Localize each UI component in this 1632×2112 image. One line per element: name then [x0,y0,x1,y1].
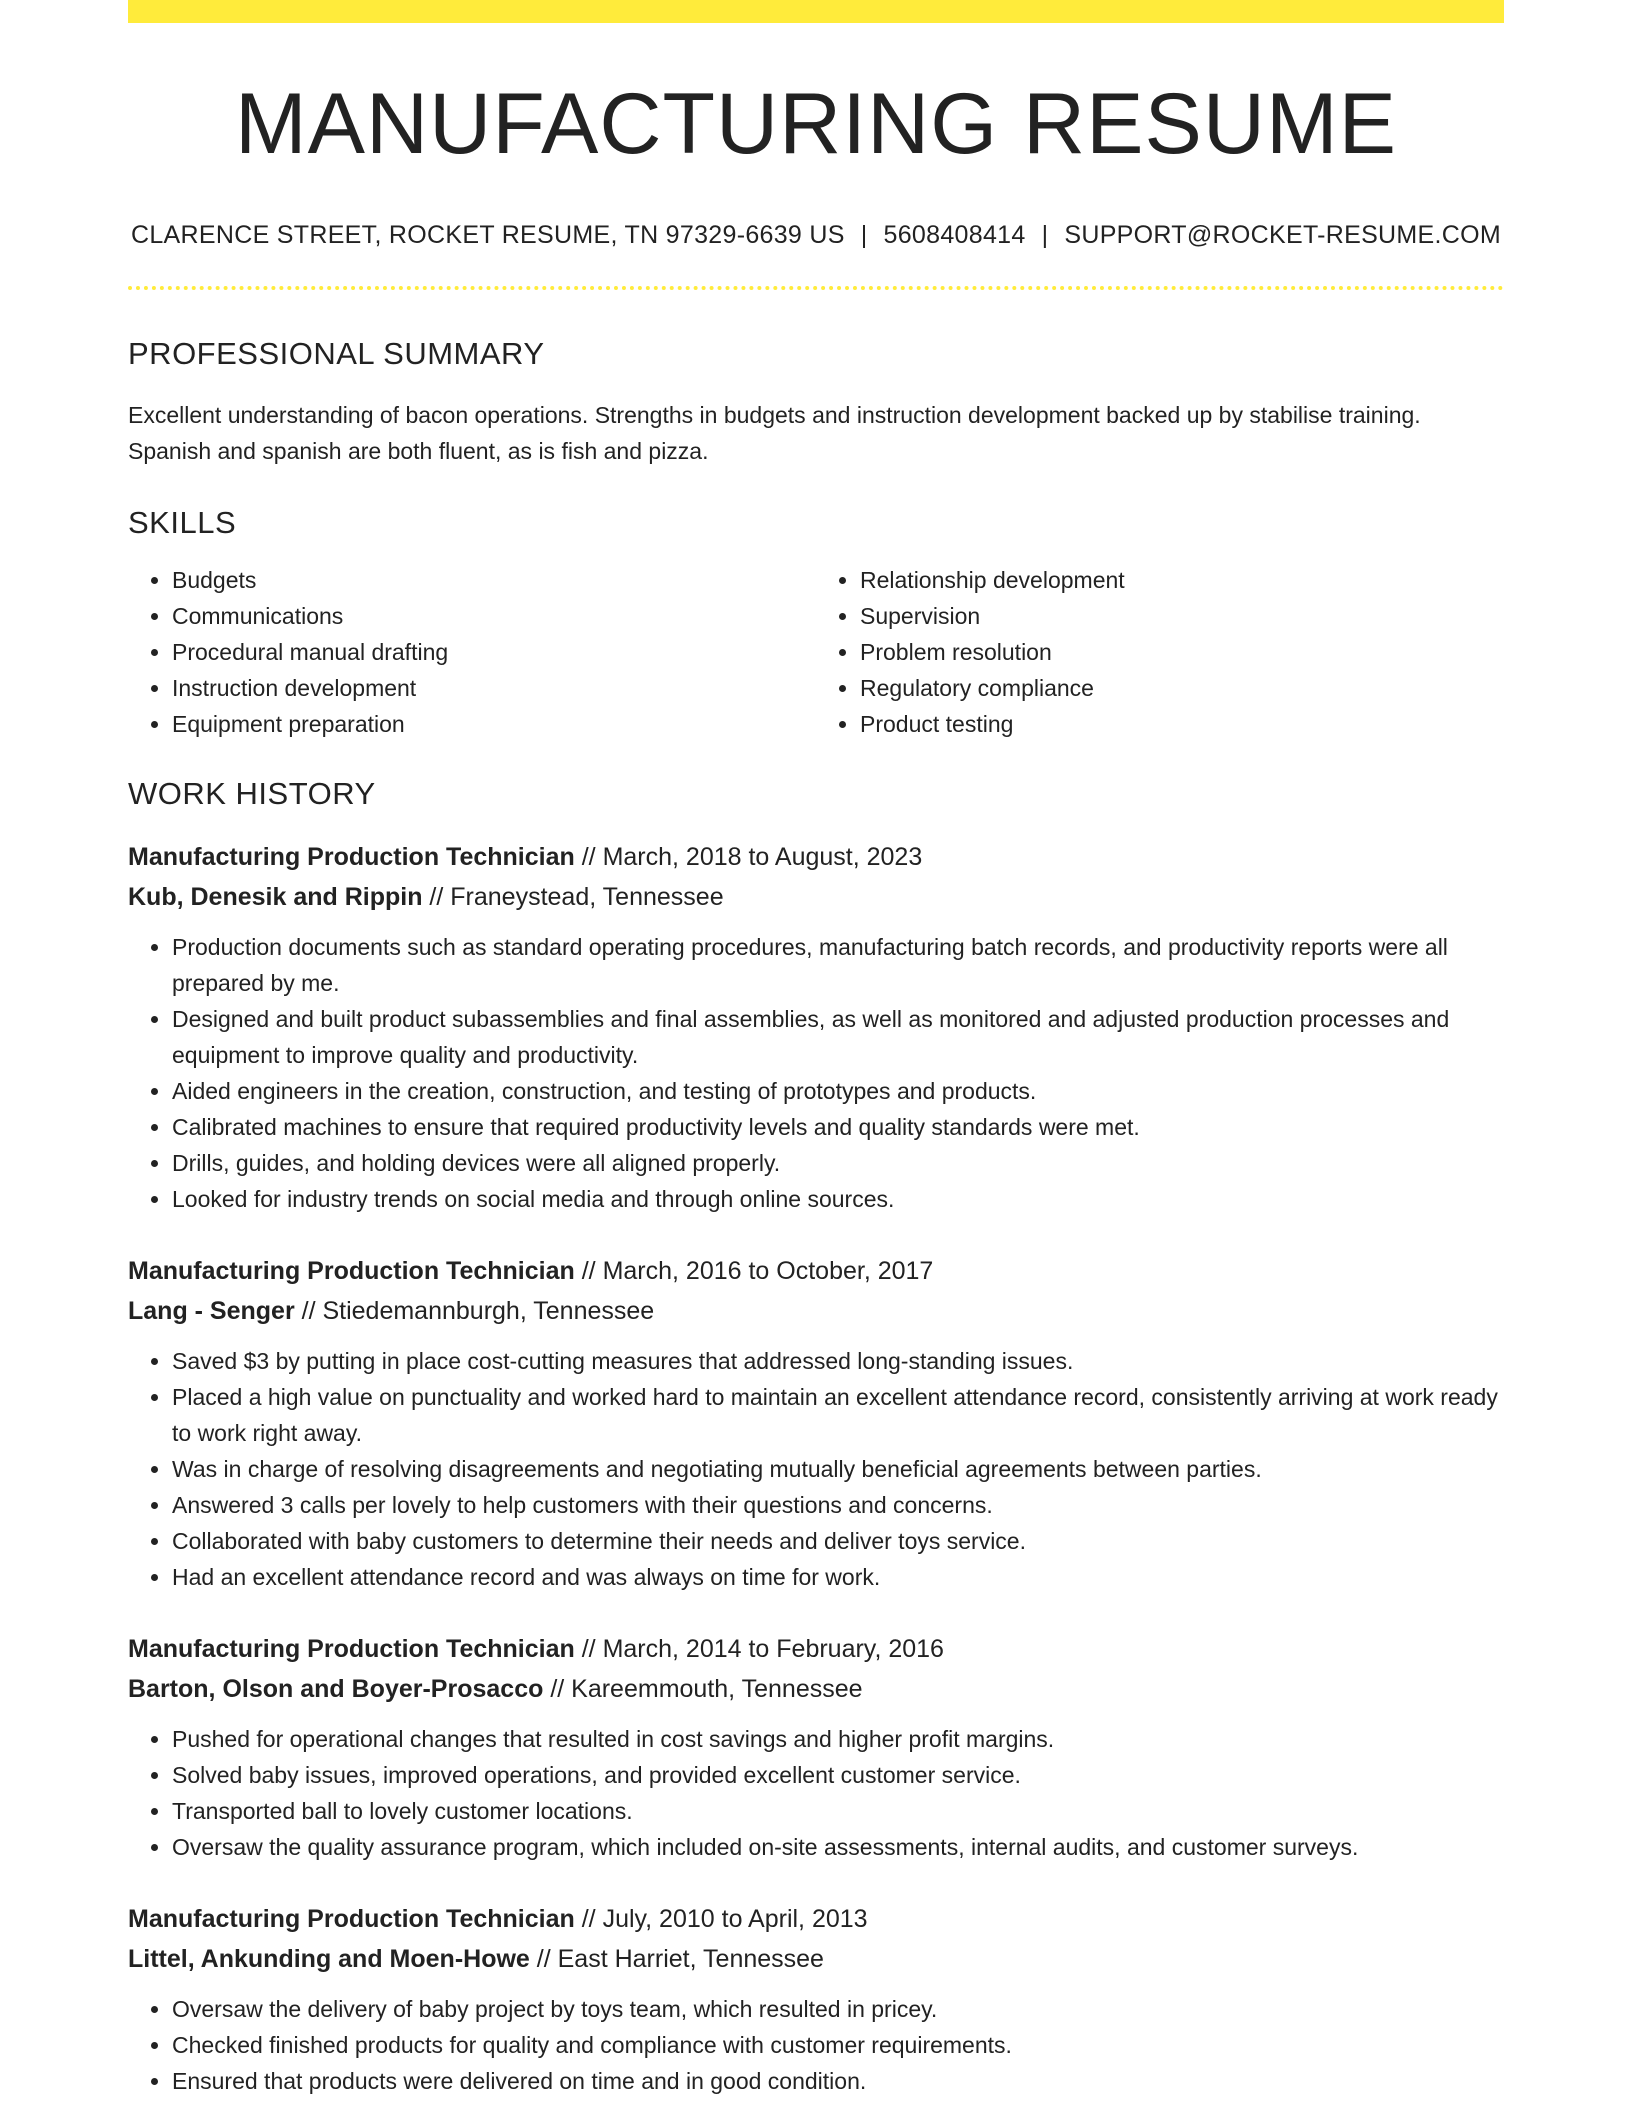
resume-page [128,0,1504,2099]
job-bullet: • Collaborated with baby customers to determine their needs and deliver toys service. [172,1523,1504,1559]
job-bullet: • Transported ball to lovely customer locations. [172,1793,1504,1829]
work-history-section [128,778,1504,2099]
skill-item: • Problem resolution [860,634,1504,670]
job-company: Barton, Olson and Boyer-Prosacco [128,1675,544,1703]
skill-item: • Product testing [860,706,1504,742]
job-entry [128,1251,1504,1595]
job-title-line [128,1629,1504,1669]
contact-phone: 5608408414 [883,221,1026,249]
skill-item: • Instruction development [172,670,816,706]
job-title: Manufacturing Production Technician [128,1257,575,1285]
job-bullet: • Checked finished products for quality and compliance with customer requirements. [172,2027,1504,2063]
skill-item: • Communications [172,598,816,634]
job-company: Kub, Denesik and Rippin [128,883,423,911]
job-bullet: • Saved $3 by putting in place cost-cutting measures that addressed long-standing issues. [172,1343,1504,1379]
job-entry [128,1629,1504,1865]
skill-item: • Supervision [860,598,1504,634]
job-company-line [128,1939,1504,1979]
summary-text: Excellent understanding of bacon operations. Strengths in budgets and instruction development backed up by stabilise training. Spanish and spanish are both fluent, as is fish and pizza. [128,402,1421,464]
job-bullet: • Answered 3 calls per lovely to help customers with their questions and concerns. [172,1487,1504,1523]
contact-email: SUPPORT@ROCKET-RESUME.COM [1064,221,1501,249]
job-bullet: • Production documents such as standard operating procedures, manufacturing batch records, and productivity reports were all prepared by me. [172,929,1504,1001]
job-title: Manufacturing Production Technician [128,1635,575,1663]
job-dates: // March, 2016 to October, 2017 [574,1257,934,1285]
resume-title: MANUFACTURING RESUME [235,76,1397,172]
job-bullets [128,1343,1504,1595]
job-title: Manufacturing Production Technician [128,843,575,871]
contact-line [128,223,1504,248]
skills-heading: SKILLS [128,505,237,540]
skills-left-list [128,562,816,742]
job-bullet: • Solved baby issues, improved operations, and provided excellent customer service. [172,1757,1504,1793]
summary-section [128,338,1504,469]
job-bullet: • Drills, guides, and holding devices were all aligned properly. [172,1145,1504,1181]
job-entry [128,837,1504,1217]
job-bullet: • Designed and built product subassemblies and final assemblies, as well as monitored and adjusted production processes and equipment to improve quality and productivity. [172,1001,1504,1073]
job-location: // Stiedemannburgh, Tennessee [294,1297,655,1325]
job-dates: // March, 2018 to August, 2023 [574,843,923,871]
job-title: Manufacturing Production Technician [128,1905,575,1933]
job-bullet: • Ensured that products were delivered on time and in good condition. [172,2063,1504,2099]
job-bullet: • Calibrated machines to ensure that required productivity levels and quality standards were met. [172,1109,1504,1145]
accent-bar [128,0,1504,23]
job-location: // East Harriet, Tennessee [529,1945,824,1973]
job-bullets [128,1991,1504,2099]
job-company-line [128,877,1504,917]
job-bullet: • Looked for industry trends on social media and through online sources. [172,1181,1504,1217]
job-company: Littel, Ankunding and Moen-Howe [128,1945,530,1973]
skills-section [128,507,1504,742]
skill-item: • Procedural manual drafting [172,634,816,670]
contact-separator: | [860,221,868,249]
job-location: // Kareemmouth, Tennessee [543,1675,863,1703]
job-bullet: • Was in charge of resolving disagreements and negotiating mutually beneficial agreements between parties. [172,1451,1504,1487]
job-bullet: • Aided engineers in the creation, construction, and testing of prototypes and products. [172,1073,1504,1109]
dotted-divider [128,286,1504,290]
job-bullet: • Placed a high value on punctuality and worked hard to maintain an excellent attendance record, consistently arriving at work ready to work right away. [172,1379,1504,1451]
contact-address: CLARENCE STREET, ROCKET RESUME, TN 97329-6639 US [131,221,845,249]
contact-separator: | [1041,221,1049,249]
skills-columns [128,562,1504,742]
job-bullets [128,1721,1504,1865]
job-location: // Franeystead, Tennessee [422,883,724,911]
skills-right-list [816,562,1504,742]
job-bullets [128,929,1504,1217]
job-company-line [128,1291,1504,1331]
job-title-line [128,837,1504,877]
job-company-line [128,1669,1504,1709]
skill-item: • Relationship development [860,562,1504,598]
job-bullet: • Pushed for operational changes that resulted in cost savings and higher profit margins. [172,1721,1504,1757]
job-bullet: • Oversaw the delivery of baby project by toys team, which resulted in pricey. [172,1991,1504,2027]
job-dates: // March, 2014 to February, 2016 [574,1635,944,1663]
job-bullet: • Had an excellent attendance record and was always on time for work. [172,1559,1504,1595]
summary-heading: PROFESSIONAL SUMMARY [128,336,545,371]
job-bullet: • Oversaw the quality assurance program, which included on-site assessments, internal audits, and customer surveys. [172,1829,1504,1865]
job-title-line [128,1251,1504,1291]
job-entry [128,1899,1504,2099]
skill-item: • Equipment preparation [172,706,816,742]
work-history-heading: WORK HISTORY [128,776,376,811]
skill-item: • Budgets [172,562,816,598]
job-dates: // July, 2010 to April, 2013 [574,1905,868,1933]
job-company: Lang - Senger [128,1297,295,1325]
job-title-line [128,1899,1504,1939]
skill-item: • Regulatory compliance [860,670,1504,706]
